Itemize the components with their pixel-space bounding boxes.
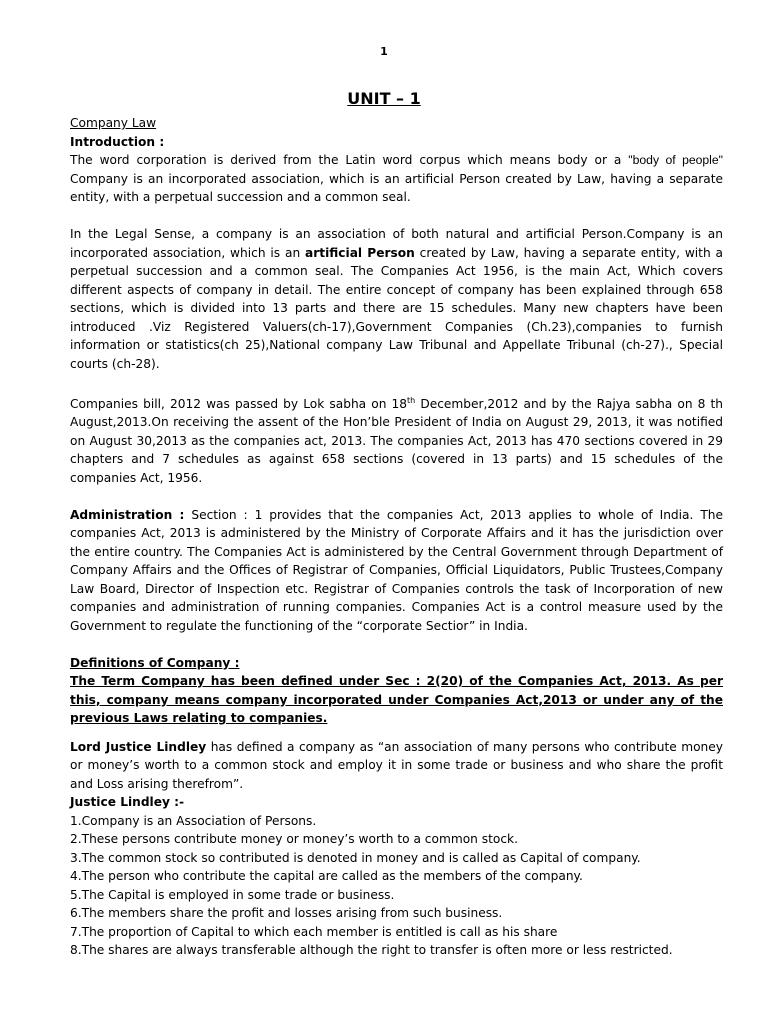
spacer: [70, 373, 723, 392]
paragraph-lindley: [70, 738, 723, 794]
lindley-rest: has defined a company as “an association of many persons who contribute money or money’s worth to a common stock and employ it in some trade or business and who share the profit and Loss arising therefrom”.: [70, 739, 723, 791]
heading-justice-lindley: Justice Lindley :-: [70, 795, 185, 810]
list-item: 5.The Capital is employed in some trade or business.: [70, 887, 395, 902]
list-item: 6.The members share the profit and losses arising from such business.: [70, 906, 503, 921]
heading-definitions: Definitions of Company :: [70, 655, 240, 670]
paragraph-introduction: [70, 151, 723, 207]
list-item: 3.The common stock so contributed is denoted in money and is called as Capital of company.: [70, 850, 641, 865]
list-item: 7.The proportion of Capital to which each member is entitled is call as his share: [70, 924, 558, 939]
legal-b: created by Law, having a separate entity, with a perpetual succession and a common seal. The Companies Act 1956, is the main Act, Which covers different aspects of company in detail. The entire concept of company has been explained through 658 sections, which is divided into 13 parts and there are 15 schedules. Many new chapters have been introduced .Viz Registered Valuers(ch-17),Government Companies (Ch.23),companies to furnish information or statistics(ch 25),National company Law Tribunal and Appellate Tribunal (ch-27)., Special courts (ch-28).: [70, 245, 723, 371]
spacer: [70, 635, 723, 654]
legal-bold: artificial Person: [305, 245, 415, 260]
legal-a: In the Legal Sense, a company is an association of both natural and artificial Person.Company is an incorporated association, which is an: [70, 227, 723, 260]
unit-title: UNIT – 1: [347, 89, 421, 108]
lindley-points-list: [70, 812, 723, 960]
paragraph-definition: The Term Company has been defined under Sec : 2(20) of the Companies Act, 2013. As per this, company means company incorporated under Companies Act,2013 or under any of the previous Laws relating to companies.: [70, 674, 723, 726]
bill-sup: th: [407, 395, 416, 405]
bill-b: December,2012 and by the Rajya sabha on 8 th August,2013.On receiving the assent of the Hon’ble President of India on August 29, 2013, it was notified on August 30,2013 as the companies act, 2013. The companies Act, 2013 has 470 sections covered in 29 chapters and 7 schedules as against 658 sections (covered in 13 parts) and 15 schedules of the companies Act, 1956.: [70, 396, 723, 485]
paragraph-administration: [70, 506, 723, 636]
paragraph-companies-bill: [70, 392, 723, 488]
list-item: 4.The person who contribute the capital are called as the members of the company.: [70, 869, 583, 884]
paragraph-legal-sense: [70, 225, 723, 373]
list-item: 8.The shares are always transferable although the right to transfer is often more or less restricted.: [70, 943, 673, 958]
page-number: 1: [380, 45, 388, 58]
document-body: [70, 114, 723, 960]
lindley-name: Lord Justice Lindley: [70, 739, 207, 754]
intro-quote: "body of people": [628, 153, 723, 167]
spacer: [70, 487, 723, 506]
list-item: 2.These persons contribute money or money’s worth to a common stock.: [70, 832, 518, 847]
intro-rest: Company is an incorporated association, which is an artificial Person created by Law, having a separate entity, with a perpetual succession and a common seal.: [70, 171, 723, 204]
spacer: [70, 207, 723, 226]
bill-a: Companies bill, 2012 was passed by Lok sabha on 18: [70, 396, 408, 411]
spacer: [70, 728, 723, 738]
heading-introduction: Introduction :: [70, 134, 165, 149]
admin-label: Administration :: [70, 507, 185, 522]
heading-company-law: Company Law: [70, 116, 157, 130]
list-item: 1.Company is an Association of Persons.: [70, 813, 317, 828]
admin-rest: Section : 1 provides that the companies Act, 2013 applies to whole of India. The companies Act, 2013 is administered by the Ministry of Corporate Affairs and it has the jurisdiction over the entire country. The Companies Act is administered by the Central Government through Department of Company Affairs and the Offices of Registrar of Companies, Official Liquidators, Public Trustees,Company Law Board, Director of Inspection etc. Registrar of Companies controls the task of Incorporation of new companies and administration of running companies. Companies Act is a control measure used by the Government to regulate the functioning of the “corporate Sectior” in India.: [70, 507, 723, 633]
intro-lead: The word corporation is derived from the Latin word corpus which means body or a: [70, 153, 629, 167]
